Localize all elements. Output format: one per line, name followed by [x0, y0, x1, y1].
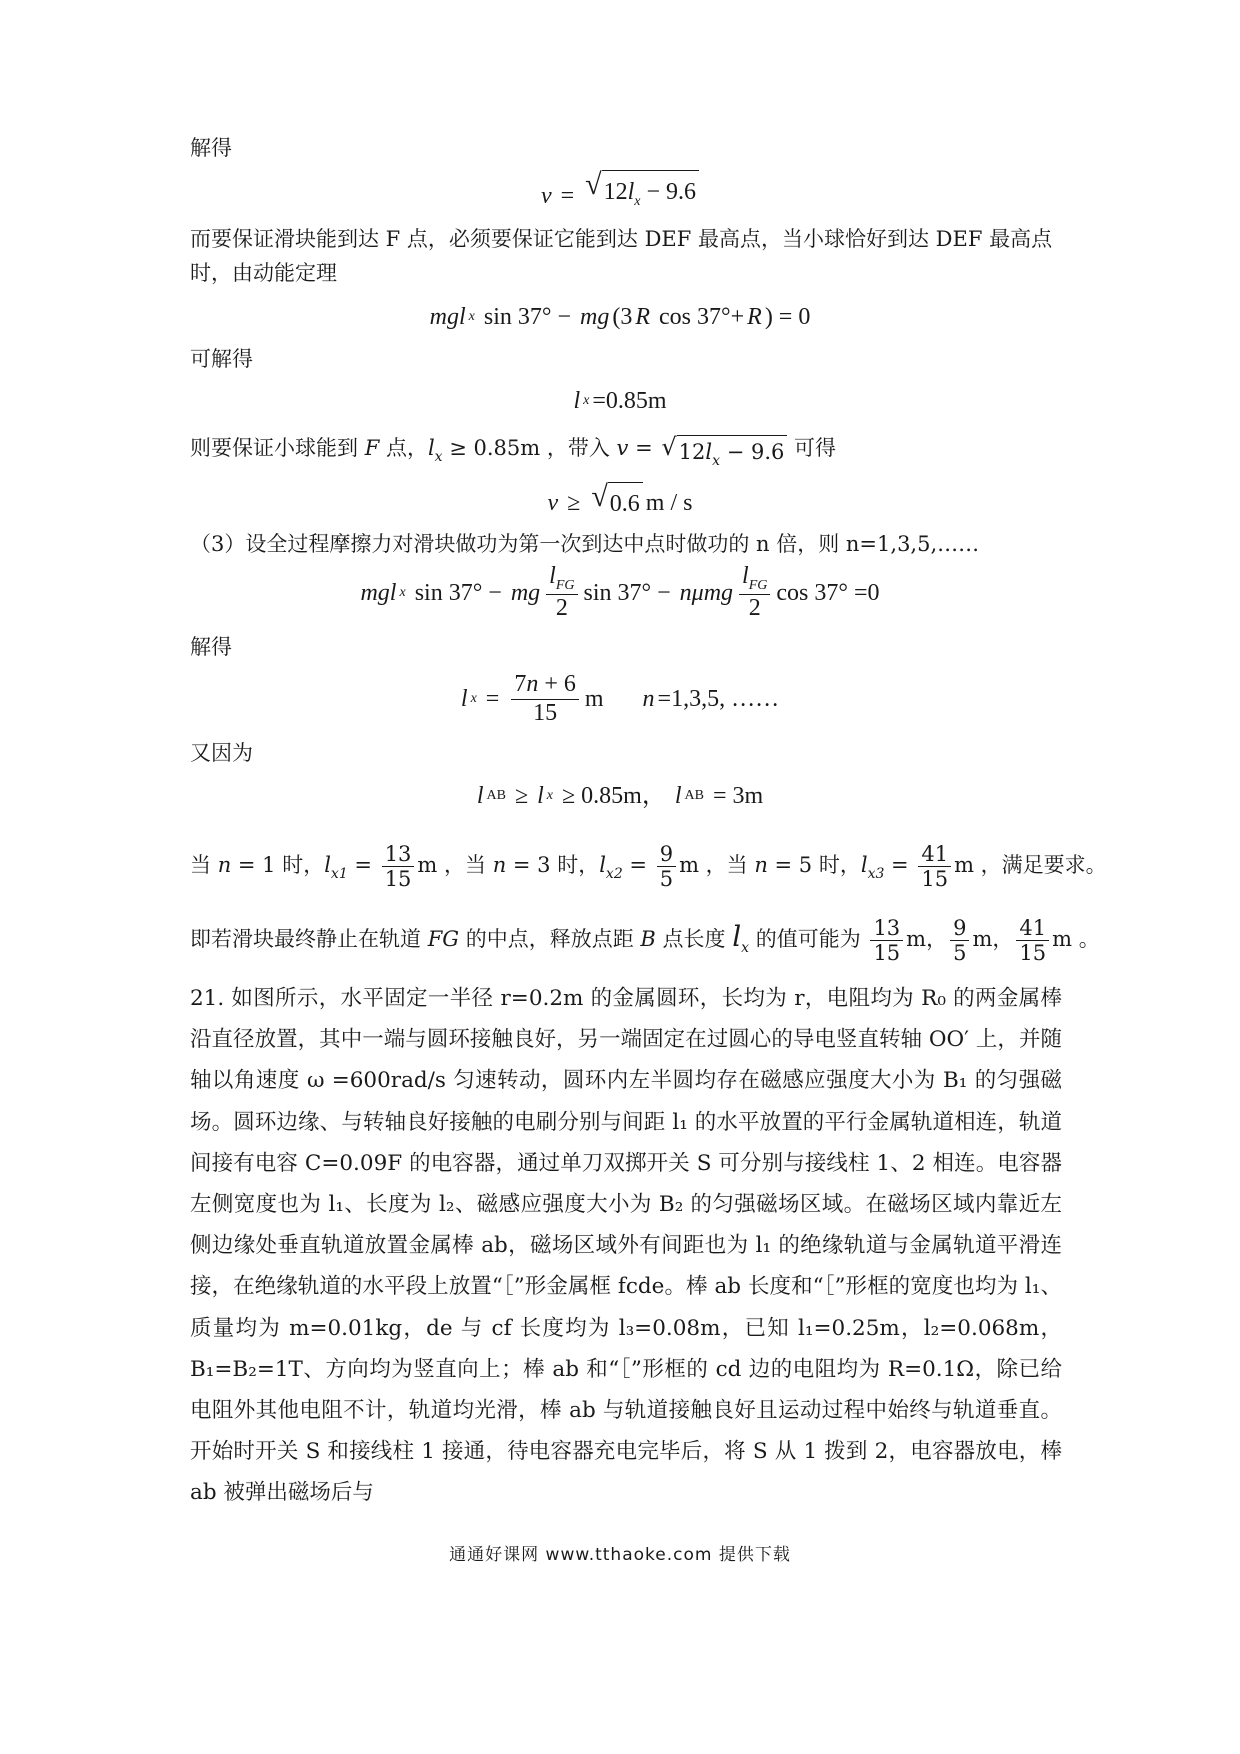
- problem-21-paragraph: 21. 如图所示，水平固定一半径 r=0.2m 的金属圆环，长均为 r，电阻均为 R₀ 的两金属棒沿直径放置，其中一端与圆环接触良好，另一端固定在过圆心的导电竖直转轴 OO′ 上，并随轴以角速度 ω =600rad/s 匀速转动，圆环内左半圆均存在磁感应强度大小为 B₁ 的匀强磁场。圆环边缘、与转轴良好接触的电刷分别与间距 l₁ 的水平放置的平行金属轨道相连，轨道间接有电容 C=0.09F 的电容器，通过单刀双掷开关 S 可分别与接线柱 1、2 相连。电容器左侧宽度也为 l₁、长度为 l₂、磁感应强度大小为 B₂ 的匀强磁场区域。在磁场区域内靠近左侧边缘处垂直轨道放置金属棒 ab，磁场区域外有间距也为 l₁ 的绝缘轨道与金属轨道平滑连接，在绝缘轨道的水平段上放置“［”形金属框 fcde。棒 ab 长度和“［”形框的宽度也均为 l₁、质量均为 m=0.01kg，de 与 cf 长度均为 l₃=0.08m，已知 l₁=0.25m，l₂=0.068m，B₁=B₂=1T、方向均为竖直向上；棒 ab 和“［”形框的 cd 边的电阻均为 R=0.1Ω，除已给电阻外其他电阻不计，轨道均光滑，棒 ab 与轨道接触良好且运动过程中始终与轨道垂直。开始时开关 S 和接线柱 1 接通，待电容器充电完毕后，将 S 从 1 拨到 2，电容器放电，棒 ab 被弹出磁场后与: [190, 986, 1062, 1506]
- equation-vmin: v ≥ √ 0.6 m / s: [0, 482, 1240, 524]
- text-line-solve: 可解得: [190, 347, 253, 371]
- text-line-jiede-1: 解得: [190, 136, 232, 160]
- equation-range: l AB ≥ l x ≥ 0.85m， l AB = 3m: [476, 783, 764, 809]
- equation-velocity: v = √ $12l_x - 9.6$: [0, 170, 1240, 222]
- equation-energy: mgl x sin 37° − mg (3 R cos 37°+ R ) = 0: [429, 304, 811, 330]
- equation-friction: mgl x sin 37° − mg $\frac{l_{FG}}{2}$ sin 37° − nμmg $\frac{l_{FG}}{2}$ cos 37° =0: [360, 563, 880, 622]
- text-line-part3: （3）设全过程摩擦力对滑块做功为第一次到达中点时做功的 n 倍，则 n=1,3,5,……: [190, 532, 980, 556]
- text-line-because: 又因为: [190, 741, 253, 765]
- text-line-guarantee: 则要保证小球能到 F 点，$l_x \ge 0.85m$ ，带入 v = √ $12l_x - 9.6$ 可得: [190, 433, 836, 476]
- text-line-condition: 而要保证滑块能到达 F 点，必须要保证它能到达 DEF 最高点，当小球恰好到达 DEF 最高点: [190, 227, 1053, 251]
- equation-lx: l x =0.85m: [573, 388, 667, 414]
- equation-lx-n: l x = $\frac{7n + 6}{15}$ m n =1,3,5, ……: [460, 671, 780, 726]
- text-line-jiede-2: 解得: [190, 635, 232, 659]
- text-line-theorem: 时，由动能定理: [190, 261, 337, 285]
- text-line-conclusion: 即若滑块最终静止在轨道 FG 的中点，释放点距 B 点长度 $l_x$ 的值可能为 $\frac{13}{15}$ m， $\frac{9}{5}$ m， $\frac{41}{15}$ m 。: [190, 915, 1100, 965]
- page-footer: 通通好课网 www.tthaoke.com 提供下载: [449, 1545, 791, 1565]
- text-line-cases: 当 n = 1 时，$l_{x1}$ = $\frac{13}{15}$ m ，当 n = 3 时，$l_{x2}$ = $\frac{9}{5}$ m ，当 n = 5 时，$l_{x3}$ = $\frac{41}{15}$ m ，满足要求。: [190, 841, 1107, 891]
